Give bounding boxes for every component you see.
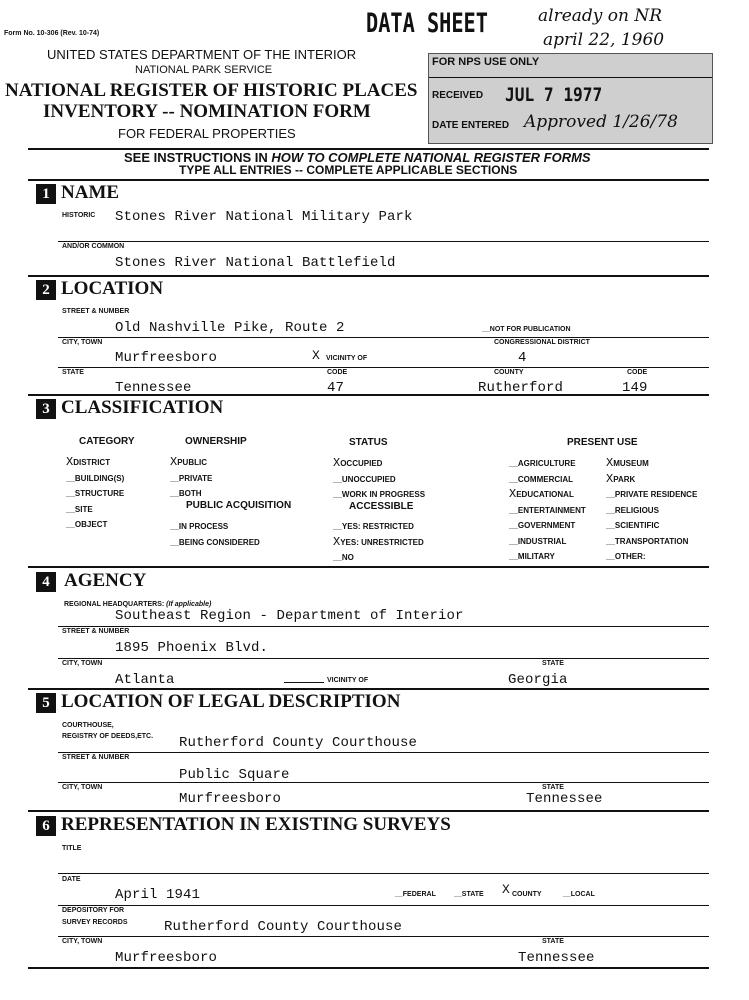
option-label: SITE <box>74 504 93 514</box>
option-label: MUSEUM <box>613 459 649 468</box>
depository-value: Rutherford County Courthouse <box>164 919 403 935</box>
option-mark: X <box>509 487 517 501</box>
option-mark: __ <box>606 536 615 546</box>
form-title-line1: NATIONAL REGISTER OF HISTORIC PLACES <box>5 80 418 101</box>
state-option: __STATE <box>454 891 484 898</box>
option-mark: __ <box>66 489 75 498</box>
option-being-considered <box>170 532 260 550</box>
option-mark: __ <box>170 489 179 498</box>
option-label: PARK <box>613 474 636 484</box>
date-entered-label: DATE ENTERED <box>432 120 510 131</box>
survey-title-rule <box>58 873 709 874</box>
common-label: AND/OR COMMON <box>62 243 125 250</box>
section2-rule <box>28 275 709 277</box>
option-object <box>66 514 107 532</box>
option-label: YES: RESTRICTED <box>341 522 414 531</box>
survey-date-rule <box>58 905 709 906</box>
option-label: ENTERTAINMENT <box>517 505 586 515</box>
survey-date-value: April 1941 <box>115 887 201 903</box>
section6-number: 6 <box>36 816 56 836</box>
agency-street-rule <box>58 658 709 659</box>
agency-street-value: 1895 Phoenix Blvd. <box>115 640 269 656</box>
option-label: STRUCTURE <box>74 489 125 498</box>
county-option-mark: X <box>502 882 510 897</box>
service-heading: NATIONAL PARK SERVICE <box>135 64 273 76</box>
option-mark: __ <box>66 473 75 483</box>
street-value: Old Nashville Pike, Route 2 <box>115 320 345 336</box>
option-mark: __ <box>170 473 179 483</box>
option-mark: X <box>606 456 614 470</box>
form-number: Form No. 10-306 (Rev. 10-74) <box>4 30 100 37</box>
present-use-heading: PRESENT USE <box>567 437 638 448</box>
option-label: BOTH <box>178 489 202 498</box>
legal-street-label: STREET & NUMBER <box>62 754 130 761</box>
option-label: OBJECT <box>74 520 108 529</box>
congressional-value: 4 <box>518 350 527 366</box>
form-title-line2: INVENTORY -- NOMINATION FORM <box>43 101 371 122</box>
agency-street-label: STREET & NUMBER <box>62 628 130 635</box>
depository-label-1: DEPOSITORY FOR <box>62 907 125 914</box>
survey-date-label: DATE <box>62 876 81 883</box>
option-mark: __ <box>509 474 518 484</box>
section4-rule <box>28 566 709 568</box>
form-title-line3: FOR FEDERAL PROPERTIES <box>118 126 296 141</box>
courthouse-value: Rutherford County Courthouse <box>179 735 418 751</box>
survey-city-label: CITY, TOWN <box>62 938 103 945</box>
legal-city-label: CITY, TOWN <box>62 784 103 791</box>
option-mark: __ <box>606 490 615 499</box>
vicinity-blank <box>284 682 324 683</box>
survey-state-label: STATE <box>542 938 564 945</box>
courthouse-rule <box>58 752 709 753</box>
section1-title: NAME <box>61 182 120 203</box>
nps-box-header: FOR NPS USE ONLY <box>432 56 540 68</box>
section3-title: CLASSIFICATION <box>61 397 224 418</box>
legal-city-value: Murfreesboro <box>179 791 282 807</box>
option-label: DISTRICT <box>73 458 111 467</box>
section6-title: REPRESENTATION IN EXISTING SURVEYS <box>61 814 451 835</box>
survey-city-value: Murfreesboro <box>115 950 218 966</box>
vicinity-label: VICINITY OF <box>326 355 368 362</box>
acquisition-heading: PUBLIC ACQUISITION <box>186 500 292 511</box>
instructions-text: SEE INSTRUCTIONS IN <box>124 150 272 165</box>
option-label: OCCUPIED <box>340 459 383 468</box>
hq-rule <box>58 626 709 627</box>
option-label: GOVERNMENT <box>517 521 576 530</box>
option-label: IN PROCESS <box>178 522 229 531</box>
code-value: 47 <box>327 380 345 396</box>
city-label: CITY, TOWN <box>62 339 103 346</box>
section5-rule <box>28 688 709 690</box>
agency-vicinity-label: VICINITY OF <box>327 677 369 684</box>
section1-number: 1 <box>36 184 56 204</box>
county-label: COUNTY <box>494 369 524 376</box>
city-value: Murfreesboro <box>115 350 218 366</box>
regional-hq-note: (If applicable) <box>166 601 212 608</box>
handwritten-note-1: already on NR <box>538 6 663 26</box>
local-option: __LOCAL <box>563 891 595 898</box>
legal-street-rule <box>58 782 709 783</box>
legal-state-label: STATE <box>542 784 564 791</box>
section2-number: 2 <box>36 280 56 300</box>
option-mark: __ <box>509 521 518 530</box>
option-both <box>170 483 202 501</box>
handwritten-note-2: april 22, 1960 <box>543 30 665 50</box>
option-mark: __ <box>333 553 342 562</box>
regional-hq-value: Southeast Region - Department of Interior <box>115 608 464 624</box>
option-mark: X <box>333 456 341 470</box>
option-mark: __ <box>509 536 518 546</box>
section1-rule <box>28 179 709 181</box>
courthouse-label: COURTHOUSE, <box>62 722 114 729</box>
state-label: STATE <box>62 369 84 376</box>
agency-state-label: STATE <box>542 660 564 667</box>
not-for-publication: __NOT FOR PUBLICATION <box>482 326 571 333</box>
option-label: EDUCATIONAL <box>516 490 574 499</box>
option-label: YES: UNRESTRICTED <box>340 537 424 547</box>
option-mark: __ <box>606 552 615 561</box>
option-mark: X <box>66 455 74 469</box>
regional-hq-label-text: REGIONAL HEADQUARTERS: <box>64 601 165 608</box>
section4-title: AGENCY <box>64 570 147 591</box>
option-mark: __ <box>170 522 179 531</box>
section4-number: 4 <box>36 572 56 592</box>
option-label: WORK IN PROGRESS <box>341 490 426 499</box>
county-code-value: 149 <box>622 380 648 396</box>
instructions-line2: TYPE ALL ENTRIES -- COMPLETE APPLICABLE SECTIONS <box>179 163 518 177</box>
option-mark: __ <box>170 537 179 547</box>
option-mark: __ <box>509 505 518 515</box>
option-label: NO <box>341 553 354 562</box>
section2-title: LOCATION <box>61 278 164 299</box>
option-mark: __ <box>66 520 75 529</box>
option-mark: __ <box>333 474 342 484</box>
option-military <box>509 546 555 564</box>
option-mark: __ <box>66 504 75 514</box>
registry-label: REGISTRY OF DEEDS,ETC. <box>62 733 154 740</box>
option-mark: X <box>333 534 341 549</box>
option-label: COMMERCIAL <box>517 474 574 484</box>
option-label: UNOCCUPIED <box>341 474 396 484</box>
federal-option: __FEDERAL <box>395 891 436 898</box>
regional-hq-label <box>64 601 211 608</box>
agency-city-value: Atlanta <box>115 672 175 688</box>
common-name: Stones River National Battlefield <box>115 255 396 271</box>
street-rule <box>58 337 709 338</box>
section5-title: LOCATION OF LEGAL DESCRIPTION <box>61 691 401 712</box>
status-heading: STATUS <box>349 437 388 448</box>
option-label: INDUSTRIAL <box>517 536 567 546</box>
option-label: AGRICULTURE <box>517 459 576 468</box>
option-no <box>333 547 354 565</box>
section5-number: 5 <box>36 693 56 713</box>
option-label: PRIVATE RESIDENCE <box>614 490 698 499</box>
accessible-heading: ACCESSIBLE <box>349 501 414 512</box>
depository-label-2: SURVEY RECORDS <box>62 919 128 926</box>
vicinity-mark: X <box>312 348 320 363</box>
option-mark: __ <box>606 505 615 515</box>
nps-use-box <box>428 53 713 144</box>
option-label: PUBLIC <box>177 458 207 467</box>
street-label: STREET & NUMBER <box>62 308 130 315</box>
option-label: MILITARY <box>517 552 555 561</box>
county-code-label: CODE <box>627 369 648 376</box>
date-entered-value: Approved 1/26/78 <box>524 112 678 132</box>
option-label: BUILDING(S) <box>74 473 125 483</box>
category-heading: CATEGORY <box>79 436 135 447</box>
county-option: COUNTY <box>512 891 542 898</box>
county-value: Rutherford <box>478 380 564 396</box>
code-label: CODE <box>327 369 348 376</box>
survey-title-label: TITLE <box>62 845 82 852</box>
option-mark: X <box>606 471 614 486</box>
depository-rule <box>58 936 709 937</box>
option-label: OTHER: <box>614 552 646 561</box>
option-mark: __ <box>509 552 518 561</box>
option-mark: __ <box>333 490 342 499</box>
option-mark: __ <box>509 459 518 468</box>
survey-state-value: Tennessee <box>518 950 595 966</box>
section6-rule <box>28 810 709 812</box>
nps-box-rule <box>429 77 712 78</box>
received-label: RECEIVED <box>432 90 484 101</box>
legal-state-value: Tennessee <box>526 791 603 807</box>
ownership-heading: OWNERSHIP <box>185 436 247 447</box>
congressional-label: CONGRESSIONAL DISTRICT <box>494 339 590 346</box>
historic-label: HISTORIC <box>62 212 96 219</box>
option-label: SCIENTIFIC <box>614 521 660 530</box>
city-rule <box>58 367 709 368</box>
legal-street-value: Public Square <box>179 767 290 783</box>
historic-rule <box>58 241 709 242</box>
instructions-form-title: HOW TO COMPLETE NATIONAL REGISTER FORMS <box>271 150 591 165</box>
option-work-in-progress <box>333 484 425 502</box>
section3-rule <box>28 394 709 396</box>
data-sheet-stamp: DATA SHEET <box>366 8 488 39</box>
option-mark: X <box>170 455 178 469</box>
received-stamp: JUL 7 1977 <box>505 84 603 106</box>
state-value: Tennessee <box>115 380 192 396</box>
option-mark: __ <box>333 522 342 531</box>
historic-name: Stones River National Military Park <box>115 209 413 225</box>
option-label: PRIVATE <box>178 473 213 483</box>
section3-number: 3 <box>36 399 56 419</box>
option-label: TRANSPORTATION <box>614 536 689 546</box>
bottom-rule <box>28 967 709 969</box>
agency-city-label: CITY, TOWN <box>62 660 103 667</box>
agency-state-value: Georgia <box>508 672 568 688</box>
option-mark: __ <box>606 521 615 530</box>
department-heading: UNITED STATES DEPARTMENT OF THE INTERIOR <box>47 47 357 62</box>
option-other <box>606 546 646 564</box>
option-label: BEING CONSIDERED <box>178 537 260 547</box>
option-label: RELIGIOUS <box>614 505 659 515</box>
